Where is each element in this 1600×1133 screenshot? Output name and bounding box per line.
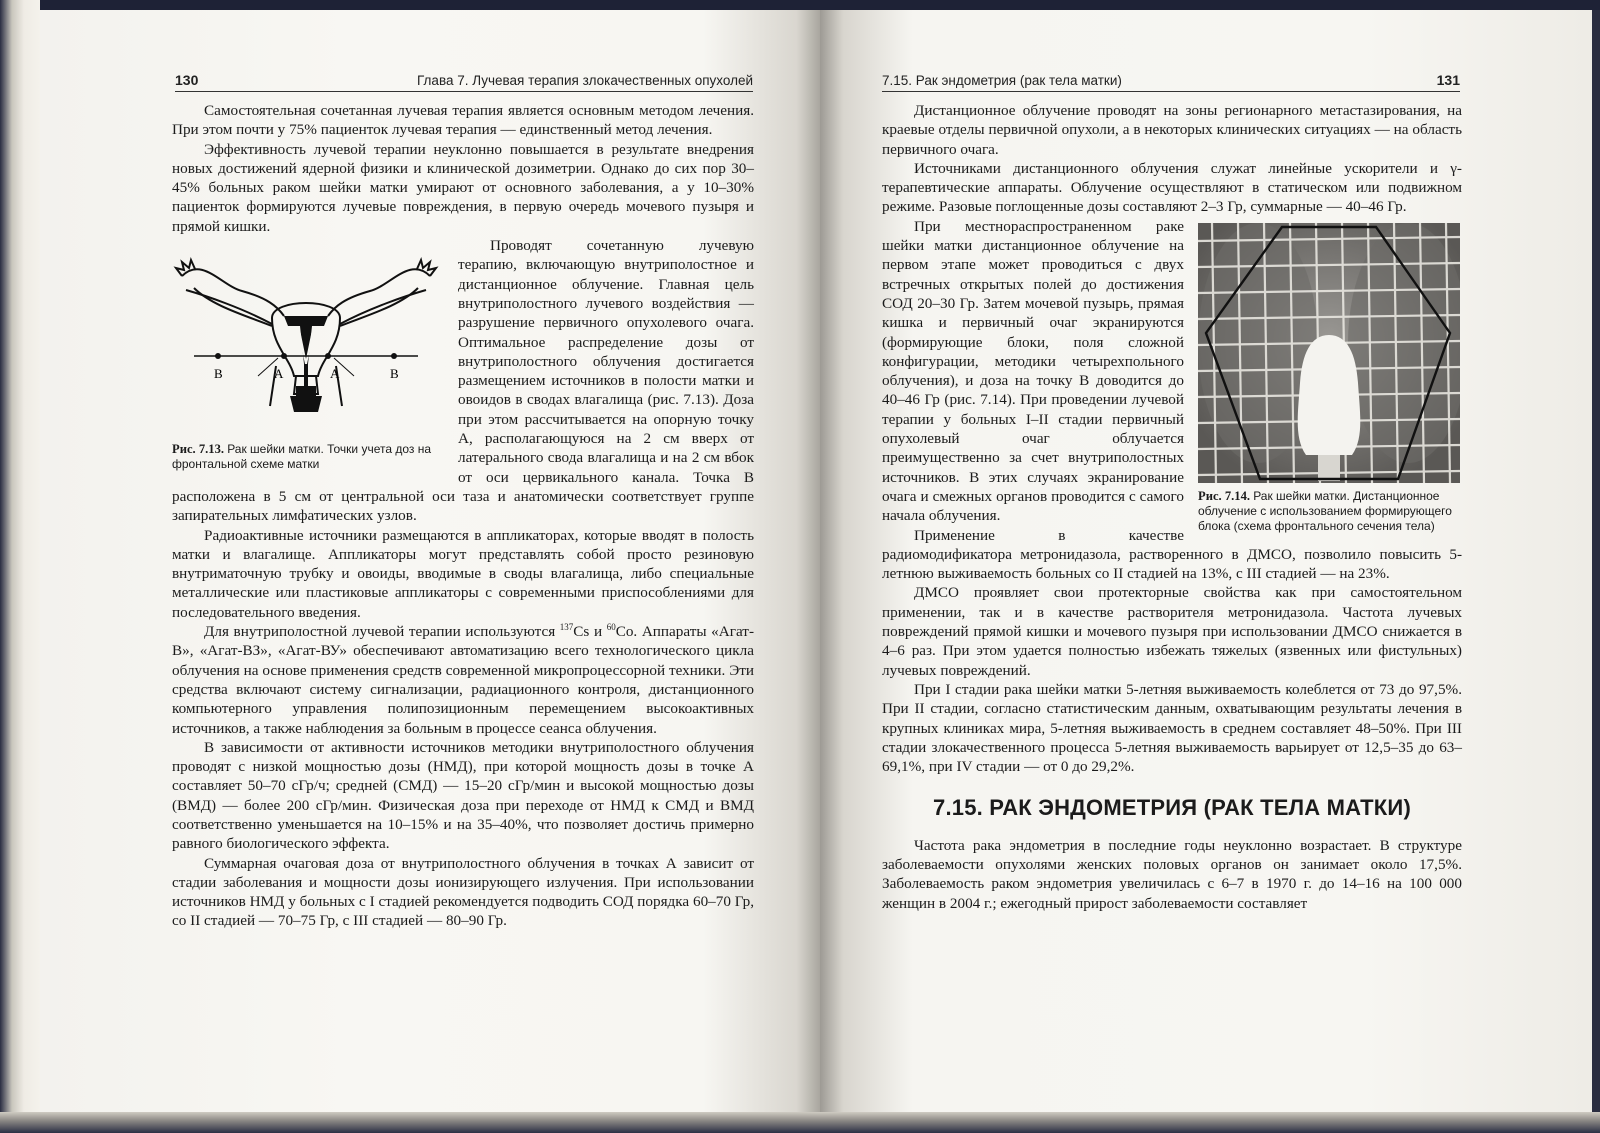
paragraph: Эффективность лучевой терапии неуклонно повышается в результате внедрения новых достижений ядерной физики и клинической дозиметрии. Однако до сих пор 30–45% больных раком шейки матки умирают от основного заболевания, а у 10–30% пациенток формируются лучевые повреждения, в первую очередь мочевого пузыря и прямой кишки. — [172, 140, 754, 235]
paragraph: Суммарная очаговая доза от внутриполостного облучения в точках А зависит от стадии заболевания и мощности дозы ионизирующего излучения. При использовании источников НМД у больных с I стадией рекомендуется подводить СОД порядка 60–70 Гр, со II стадией — 70–75 Гр, с III стадией — 80–90 Гр. — [172, 854, 754, 930]
paragraph: Частота рака эндометрия в последние годы неуклонно возрастает. В структуре заболеваемости опухолями женских половых органов он занимает около 17,5%. Заболеваемость раком эндометрия увеличилась с 6–7 в 1970 г. до 14–16 на 100 000 женщин в 2004 г.; ежегодный прирост заболеваемости составляет — [882, 836, 1462, 912]
label-point-b-left: В — [214, 366, 223, 382]
label-point-a-right: А — [330, 366, 340, 382]
label-point-b-right: В — [390, 366, 399, 382]
figure-7-13 — [172, 246, 440, 472]
caption-number: Рис. 7.13. — [172, 442, 225, 457]
paragraph: Дистанционное облучение проводят на зоны регионарного метастазирования, на краевые отделы первичной опухоли, а в некоторых клинических ситуациях — на область первичного очага. — [882, 102, 1462, 158]
paragraph: Радиоактивные источники размещаются в аппликаторах, которые вводят в полость матки и влагалище. Аппликаторы могут представлять собой просто резиновую внутриматочную трубку и овоиды, вводимые в своды влагалища, либо специальные металлические или пластиковые аппликаторы с современными приспособлениями для последовательного введения. — [172, 526, 754, 621]
figure-caption — [172, 442, 440, 472]
section-heading: 7.15. РАК ЭНДОМЕТРИЯ (РАК ТЕЛА МАТКИ) — [933, 795, 1411, 821]
caption-number: Рис. 7.14. — [1198, 488, 1251, 503]
radiograph-drawing — [1198, 223, 1460, 483]
right-page-number: 131 — [1436, 72, 1460, 88]
left-text-column — [172, 101, 754, 931]
paragraph: Для внутриполостной лучевой терапии используются $^{137}$Cs и $^{60}$Co. Аппараты «Агат-В», «Агат-ВЗ», «Агат-ВУ» обеспечивают автоматизацию всего технологического цикла облучения на основе применения средств современной микропроцессорной техники. Эти средства включают систему сигнализации, радиационного контроля, дистанционного компьютерного управления полипозиционным перемещением высокоактивных источников, а также наблюдения за больным в процессе сеанса облучения. — [172, 621, 754, 737]
figure-caption — [1198, 489, 1462, 534]
paragraph: Проводят сочетанную лучевую терапию, включающую внутриполостное и дистанционное облучение. Главная цель внутриполостного лучевого воздействия — разрушение первичного опухолевого очага. Оптимальное распределение дозы от внутриполостного облучения достигается размещением источников в полости матки и овоидов в сводах влагалища (рис. 7.13). Доза при этом рассчитывается на опорную точку А, располагающуюся на 2 см вверх от латерального свода влагалища и на 2 см вбок от оси цервикального канала. Точка В расположена в 5 см от центральной оси таза и анатомически соответствует группе запирательных лимфатических узлов. — [172, 237, 754, 525]
paragraph: Самостоятельная сочетанная лучевая терапия является основным методом лечения. При этом почти у 75% пациенток лучевая терапия — единственный метод лечения. — [172, 102, 754, 139]
radiograph-image — [1198, 223, 1460, 483]
left-running-head — [175, 66, 753, 92]
right-running-head — [882, 66, 1460, 92]
paragraph: При I стадии рака шейки матки 5-летняя выживаемость колеблется от 73 до 97,5%. При II стадии, согласно статистическим данным, охватывающим результаты лечения в крупных клиниках мира, 5-летняя выживаемость в среднем составляет 48–50%. При III стадии злокачественного процесса 5-летняя выживаемость варьирует от 12,5–35 до 63–69,1%, при IV стадии — от 0 до 29,2%. — [882, 680, 1462, 776]
right-section-title: 7.15. Рак эндометрия (рак тела матки) — [882, 73, 1122, 88]
caption-text: Рак шейки матки. Дистанционное облучение с использованием формирующего блока (схема фронтального сечения тела) — [1198, 488, 1452, 533]
caption-text: Рак шейки матки. Точки учета доз на фронтальной схеме матки — [172, 442, 432, 472]
label-point-a-left: А — [274, 366, 284, 382]
paragraph: При местнораспространенном раке шейки матки дистанционное облучение на первом этапе может проводиться с двух встречных открытых полей до достижения СОД 20–30 Гр. Затем мочевой пузырь, прямая кишка и первичный очаг экранируются (формирующие блоки, поля сложной конфигурации, методики четырехпольного облучения), и доза на точку В доводится до 40–46 Гр (рис. 7.14). При проведении лучевой терапии у больных I–II стадии первичный опухолевый очаг облучается преимущественно за счет внутриполостных источников. В этих случаях экранирование очага и смежных органов проводится с самого начала облучения. — [882, 217, 1184, 525]
uterus-diagram — [172, 246, 440, 436]
page-stack-bottom — [0, 1112, 1600, 1133]
paragraph: ДМСО проявляет свои протекторные свойства как при самостоятельном применении, так и в качестве растворителя метронидазола. Частота лучевых повреждений прямой кишки и мочевого пузыря при использовании ДМСО снижается в 4–6 раз. При этом удается полностью избежать тяжелых (язвенных или фистульных) лучевых повреждений. — [882, 584, 1462, 679]
left-page-number: 130 — [175, 72, 199, 88]
cover-edge — [1592, 10, 1600, 1112]
figure-7-14 — [1198, 223, 1462, 534]
page-stack-edge — [0, 0, 40, 1120]
paragraph: В зависимости от активности источников методики внутриполостного облучения проводят с низкой мощностью дозы (НМД), при которой мощность дозы в точке А составляет 50–70 сГр/ч; средней (СМД) — 15–20 сГр/мин и высокой мощностью дозы (ВМД) — более 200 сГр/мин. Физическая доза при переходе от НМД к СМД и ВМД соответственно уменьшается на 10–15% и на 35–40%, что позволяет достичь примерно равного биологического эффекта. — [172, 738, 754, 853]
right-text-column — [882, 101, 1462, 913]
paragraph: Применение в качестве радиомодификатора метронидазола, растворенного в ДМСО, позволило повысить 5-летнюю выживаемость больных со II стадией на 13%, с III стадией — на 23%. — [882, 526, 1462, 583]
left-chapter-title: Глава 7. Лучевая терапия злокачественных опухолей — [417, 73, 753, 88]
paragraph: Источниками дистанционного облучения служат линейные ускорители и γ-терапевтические аппараты. Облучение осуществляют в статическом или подвижном режиме. Разовые поглощенные дозы составляют 2–3 Гр, суммарные — 40–46 Гр. — [882, 159, 1462, 216]
